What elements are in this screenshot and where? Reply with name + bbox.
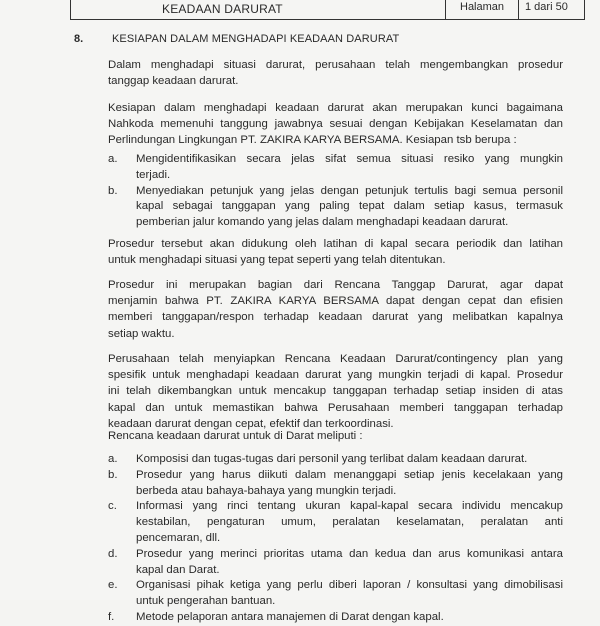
list-item: a. Komposisi dan tugas-tugas dari personil yang terlibat dalam keadaan darurat. [108,453,528,465]
section-title: KESIAPAN DALAM MENGHADAPI KEADAAN DARURAT [112,33,400,45]
paragraph: Dalam menghadapi situasi darurat, perusahaan telah mengembangkan prosedur tanggap keadaan darurat. [108,59,563,88]
list-item: d. Prosedur yang merinci prioritas utama dan kedua dan arus komunikasi antara kapal dan Darat. [108,547,563,576]
list-item: a. Mengidentifikasikan secara jelas sifat semua situasi resiko yang mungkin terjadi. [108,153,563,181]
paragraph: Prosedur tersebut akan didukung oleh latihan di kapal secara periodik dan latihan untuk menghadapi situasi yang tepat seperti yang telah ditentukan. [108,238,563,267]
list-item: e. Organisasi pihak ketiga yang perlu diberi laporan / konsultasi yang dimobilisasi untuk pengerahan bantuan. [108,579,563,608]
list-item: f. Metode pelaporan antara manajemen di Darat dengan kapal. [108,610,444,623]
paragraph: Kesiapan dalam menghadapi keadaan darurat akan merupakan kunci bagaimana Nahkoda memenuhi tanggung jawabnya sesuai dengan Kebijakan Keselamatan dan Perlindungan Lingkungan PT. ZAKIRA KARYA BERSAMA. Kesiapan tsb berupa : [108,102,563,147]
paragraph: Rencana keadaan darurat untuk di Darat meliputi : [108,430,363,442]
header-page-value: 1 dari 50 [525,1,568,13]
paragraph: Perusahaan telah menyiapkan Rencana Keadaan Darurat/contingency plan yang spesifik untuk menghadapi keadaan darurat yang mungkin terjadi di kapal. Prosedur ini telah dikembangkan untuk mencakup tanggapan terhadap setiap insiden di atas kapal dan untuk memastikan bahwa Perusahaan memberi tanggapan terhadap keadaan darurat dengan cepat, efektif dan terkoordinasi. [108,353,563,430]
list-item: b. Menyediakan petunjuk yang jelas dengan petunjuk tertulis bagi semua personil kapal sebagai tanggapan yang paling tepat dalam setiap kasus, termasuk pemberian jalur komando yang jelas dalam menghadapi keadaan darurat. [108,184,563,229]
header-table [70,0,585,20]
list [108,152,563,231]
paragraph: Prosedur ini merupakan bagian dari Rencana Tanggap Darurat, agar dapat menjamin bahwa PT. ZAKIRA KARYA BERSAMA dapat dengan cepat dan efisien memberi tanggapan/respon terhadap keadaan darurat yang melibatkan kapalnya setiap waktu. [108,279,563,340]
header-page-label: Halaman [460,1,505,13]
list-item: c. Informasi yang rinci tentang ukuran kapal-kapal secara individu mencakup kestabilan, pengaturan umum, peralatan keselamatan, peralatan anti pencemaran, dll. [108,500,563,544]
list-item: b. Prosedur yang harus diikuti dalam menanggapi setiap jenis kecelakaan yang berbeda atau bahaya-bahaya yang mungkin terjadi. [108,468,563,497]
section-number: 8. [74,33,84,45]
header-title: KEADAAN DARURAT [162,2,283,16]
